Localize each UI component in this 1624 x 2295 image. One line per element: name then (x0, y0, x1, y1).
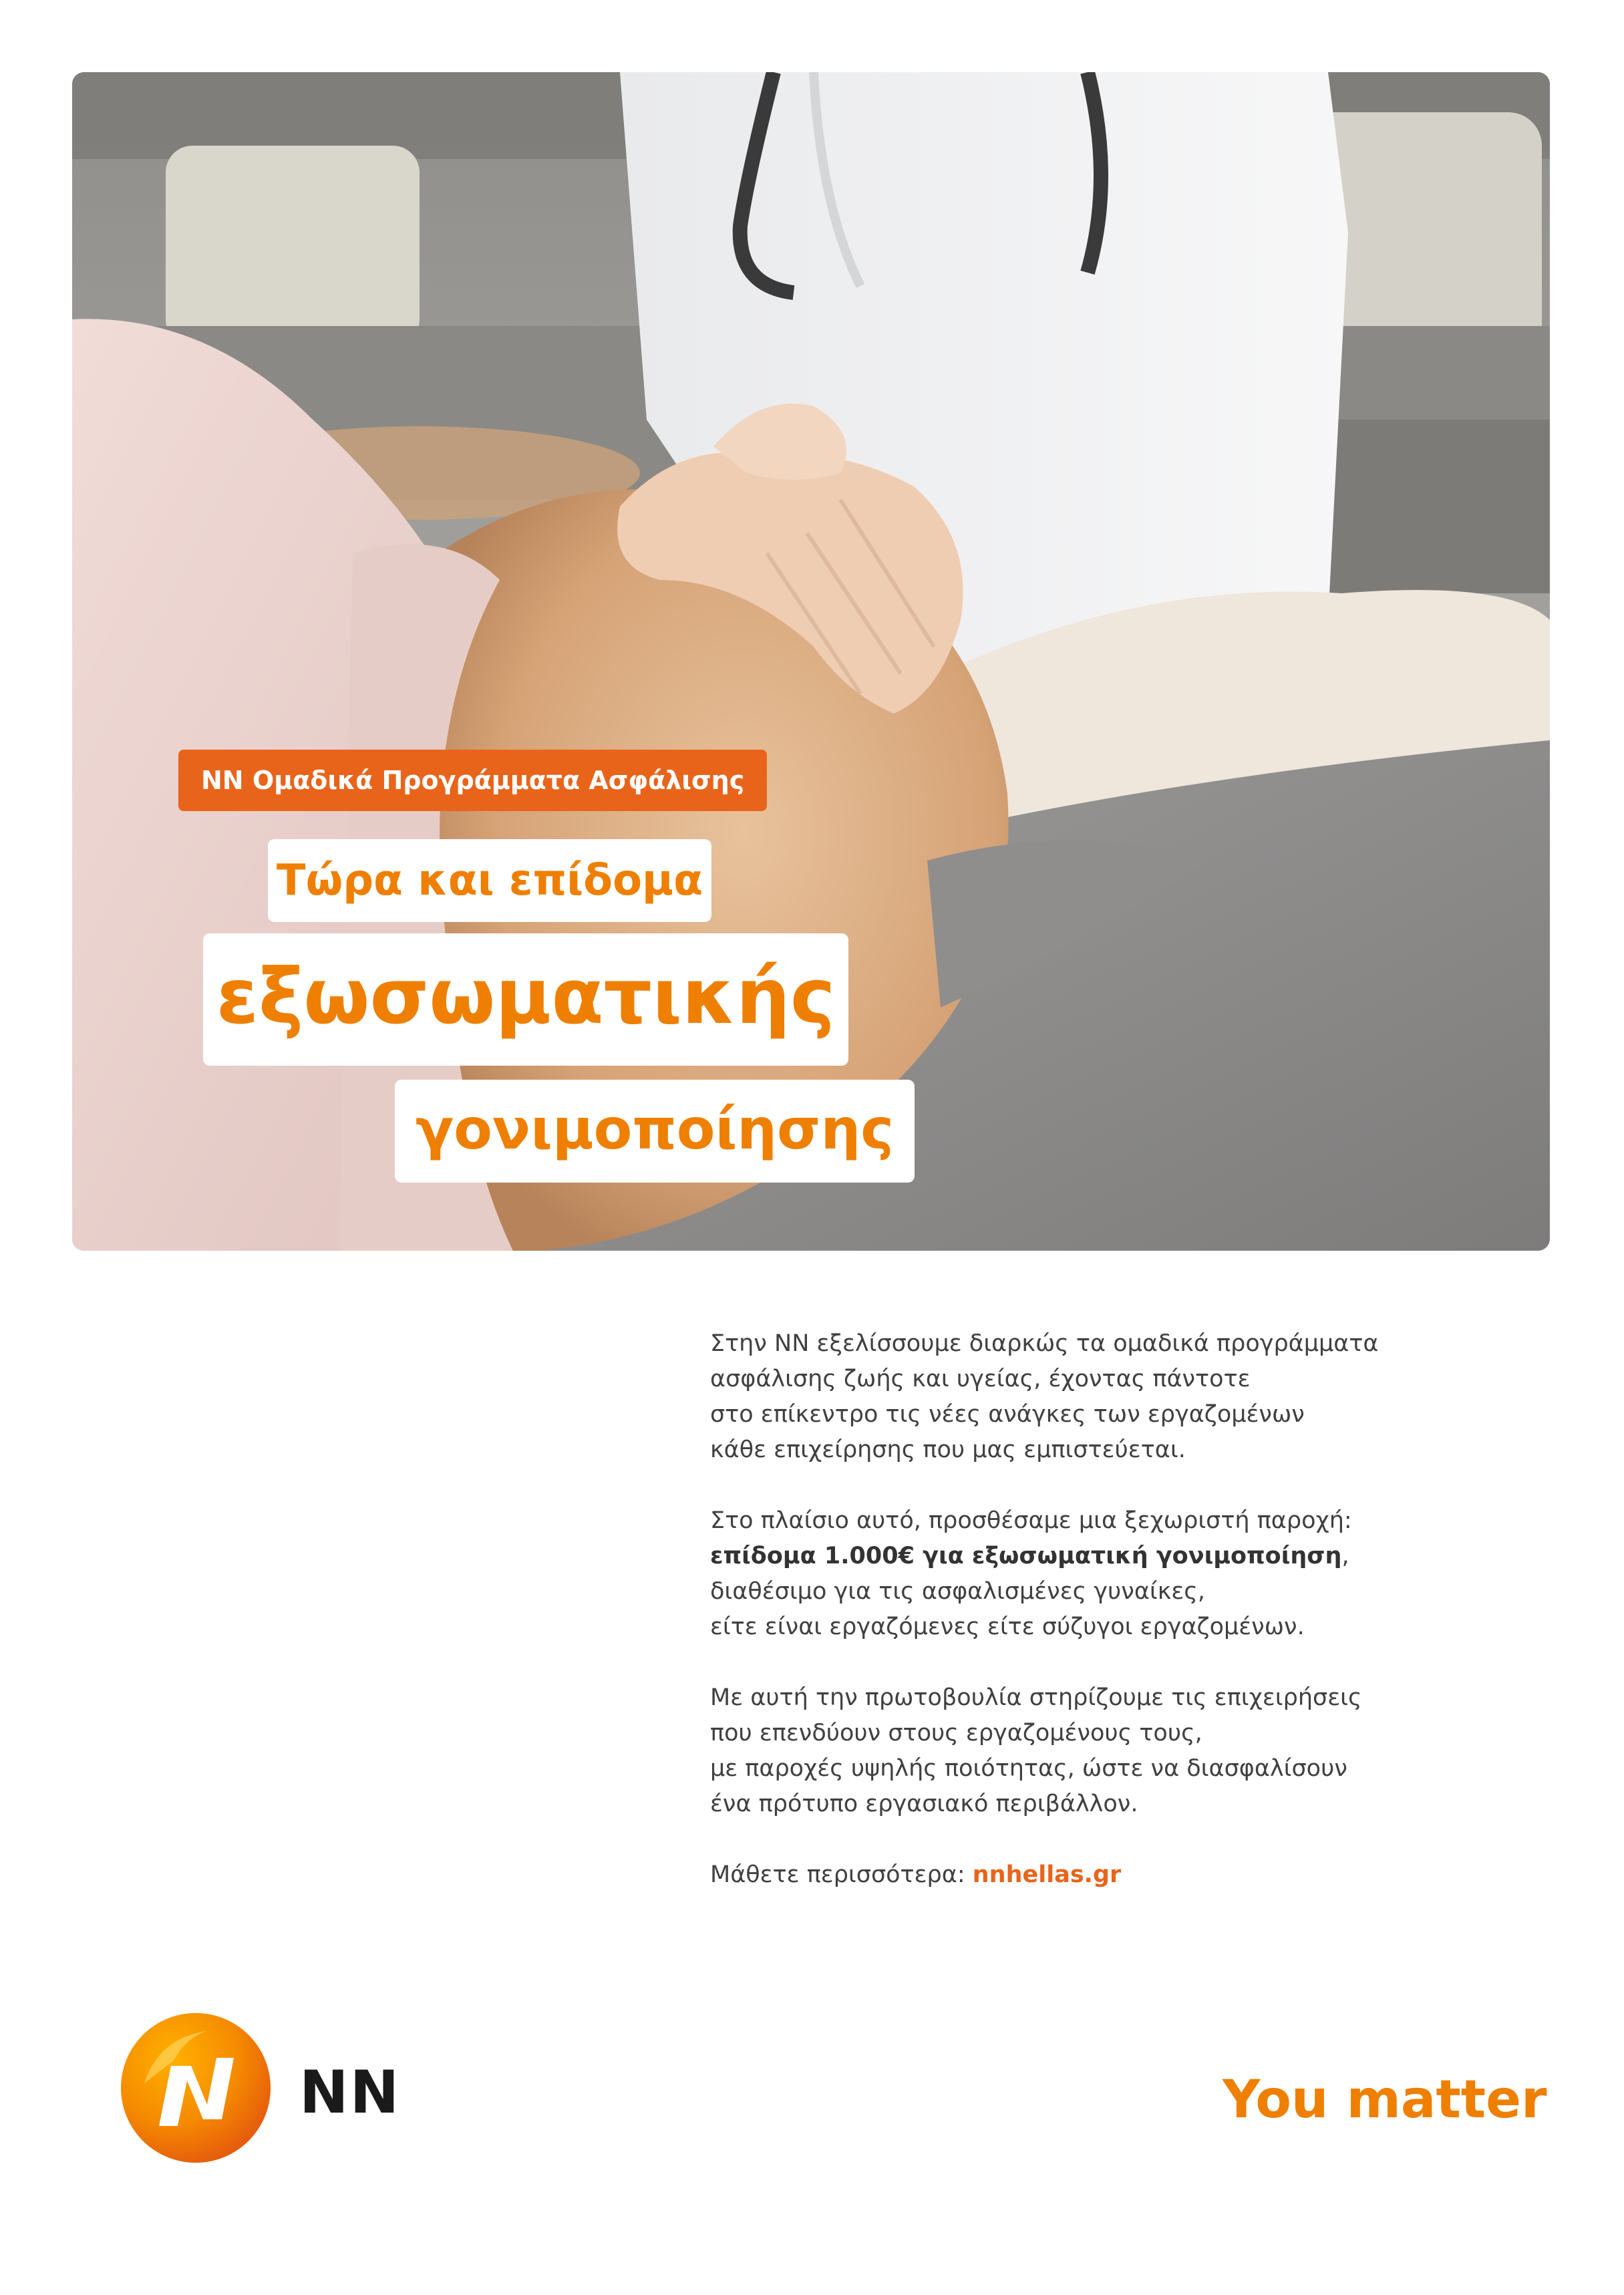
paragraph-line: Στο πλαίσιο αυτό, προσθέσαμε μια ξεχωριστή παροχή: (710, 1507, 1352, 1534)
paragraph-line: ασφάλισης ζωής και υγείας, έχοντας πάντοτε (710, 1366, 1251, 1392)
paragraph-initiative (710, 1680, 1445, 1822)
nn-logo-icon (119, 2011, 273, 2165)
benefit-highlight: επίδομα 1.000€ για εξωσωματική γονιμοποίηση (710, 1543, 1342, 1569)
learn-more-line (710, 1857, 1445, 1893)
headline-line-3: γονιμοποίησης (395, 1080, 915, 1183)
paragraph-line: Στην NN εξελίσσουμε διαρκώς τα ομαδικά προγράμματα (710, 1330, 1379, 1357)
logo-text: NN (299, 2058, 401, 2127)
learn-more-label: Μάθετε περισσότερα: (710, 1861, 973, 1888)
paragraph-line (710, 1539, 1445, 1574)
paragraph-line: είτε είναι εργαζόμενες είτε σύζυγοι εργαζομένων. (710, 1614, 1305, 1640)
paragraph-line: με παροχές υψηλής ποιότητας, ώστε να διασφαλίσουν (710, 1755, 1347, 1782)
paragraph-line: Με αυτή την πρωτοβουλία στηρίζουμε τις επιχειρήσεις (710, 1684, 1362, 1711)
hero-photo-illustration (72, 72, 1550, 1251)
program-tag: NN Ομαδικά Προγράμματα Ασφάλισης (178, 750, 767, 811)
paragraph-line: διαθέσιμο για τις ασφαλισμένες γυναίκες, (710, 1578, 1205, 1605)
paragraph-line: κάθε επιχείρησης που μας εμπιστεύεται. (710, 1436, 1186, 1463)
body-copy (710, 1326, 1445, 1928)
paragraph-line: ένα πρότυπο εργασιακό περιβάλλον. (710, 1791, 1138, 1817)
paragraph-benefit (710, 1503, 1445, 1645)
headline-line-2: εξωσωματικής (203, 933, 848, 1066)
paragraph-line: στο επίκεντρο τις νέες ανάγκες των εργαζομένων (710, 1401, 1305, 1428)
slogan: You matter (1223, 2070, 1547, 2130)
learn-more (710, 1857, 1445, 1893)
hero-photo (72, 72, 1550, 1251)
paragraph-intro (710, 1326, 1445, 1468)
benefit-comma: , (1341, 1543, 1349, 1569)
headline-line-1: Τώρα και επίδομα (268, 839, 711, 922)
paragraph-line: που επενδύουν στους εργαζομένους τους, (710, 1720, 1202, 1746)
website-link[interactable]: nnhellas.gr (972, 1861, 1122, 1888)
